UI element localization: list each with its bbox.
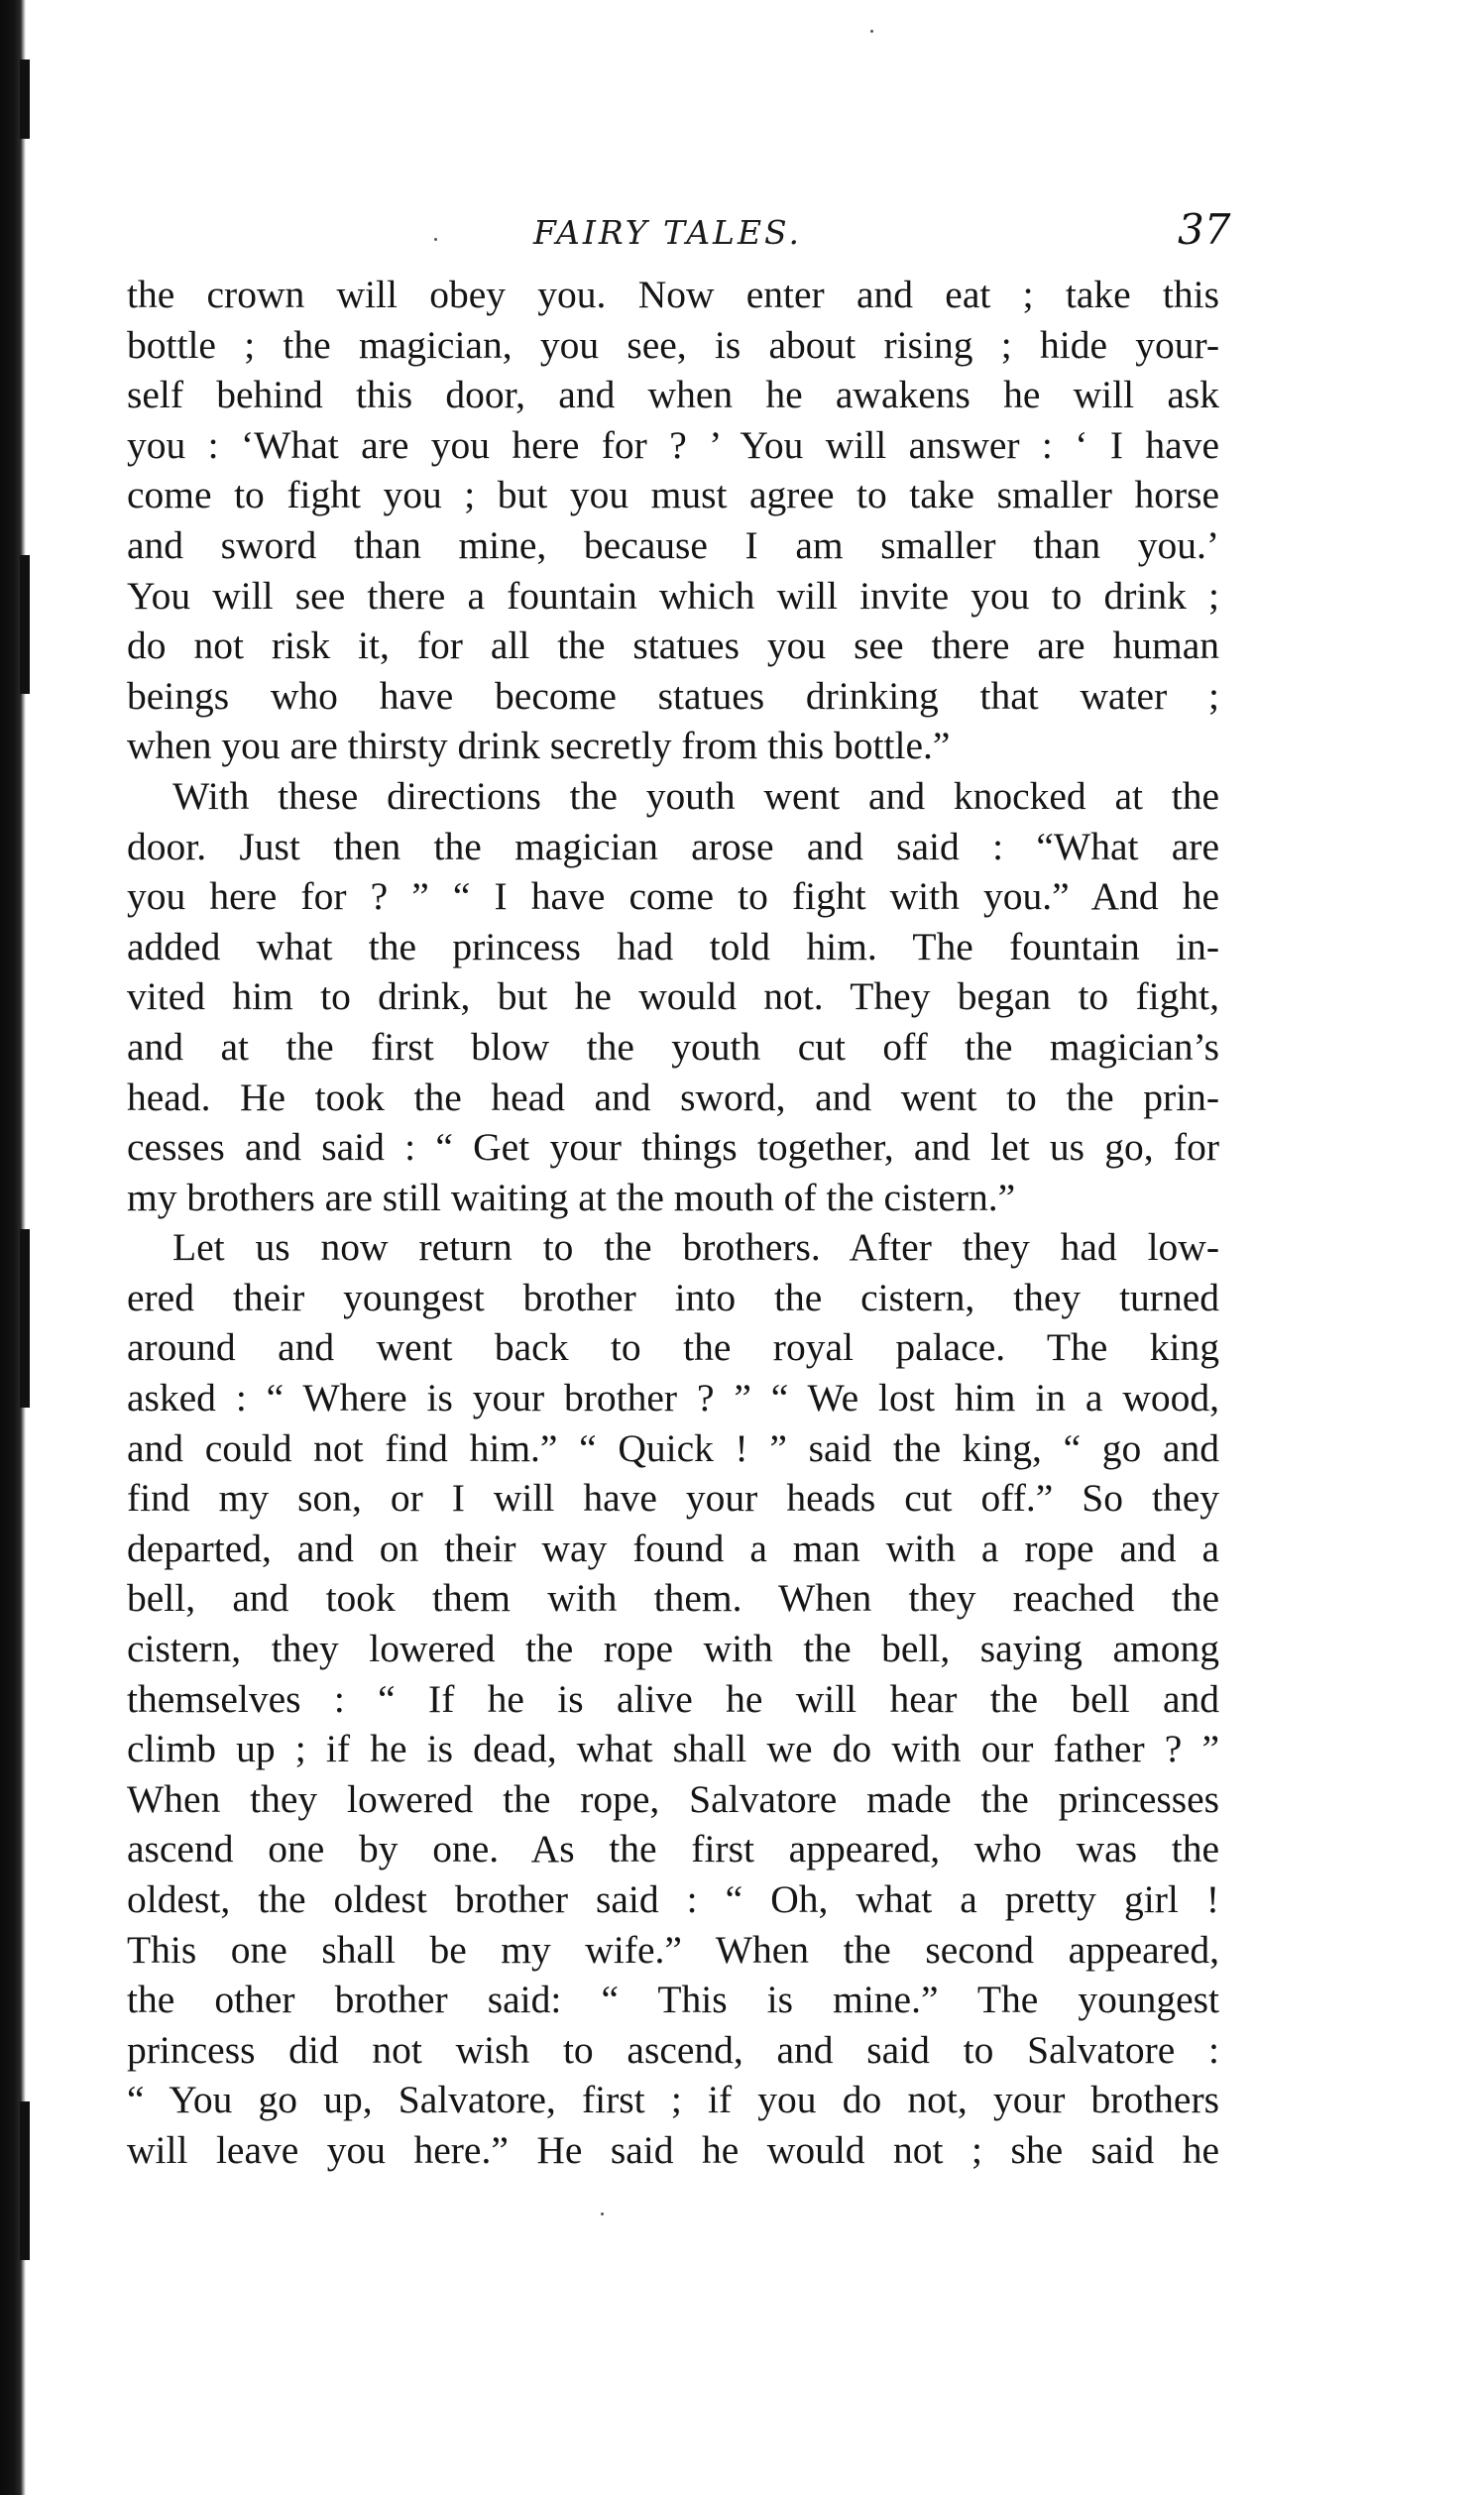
- text-line: bottle ; the magician, you see, is about rising ; hide your-: [127, 322, 1219, 367]
- text-line: cesses and said : “ Get your things together, and let us go, for: [127, 1125, 1219, 1170]
- text-line: my brothers are still waiting at the mouth of the cistern.”: [127, 1175, 1016, 1219]
- running-head: [127, 203, 1231, 273]
- text-line: and could not find him.” “ Quick ! ” said the king, “ go and: [127, 1425, 1219, 1470]
- text-line: With these directions the youth went and knocked at the: [172, 773, 1219, 818]
- page-number: 37: [1178, 205, 1231, 254]
- text-line: the other brother said: “ This is mine.” The youngest: [127, 1978, 1219, 2022]
- text-line: oldest, the oldest brother said : “ Oh, what a pretty girl !: [127, 1877, 1219, 1921]
- text-line: door. Just then the magician arose and said : “What are: [127, 824, 1219, 868]
- text-line: asked : “ Where is your brother ? ” “ We lost him in a wood,: [127, 1376, 1219, 1420]
- text-line: This one shall be my wife.” When the second appeared,: [127, 1927, 1219, 1972]
- paper-speck: [434, 238, 437, 241]
- text-line: cistern, they lowered the rope with the bell, saying among: [127, 1627, 1219, 1671]
- text-line: self behind this door, and when he awakens he will ask: [127, 373, 1219, 417]
- text-line: Let us now return to the brothers. After they had low-: [172, 1225, 1219, 1270]
- text-line: departed, and on their way found a man with a rope and a: [127, 1526, 1219, 1570]
- text-line: ered their youngest brother into the cistern, they turned: [127, 1275, 1219, 1319]
- text-line: climb up ; if he is dead, what shall we do with our father ? ”: [127, 1727, 1219, 1771]
- text-line: and sword than mine, because I am smaller than you.’: [127, 522, 1219, 567]
- text-line: you here for ? ” “ I have come to fight with you.” And he: [127, 874, 1219, 919]
- text-line: themselves : “ If he is alive he will hear the bell and: [127, 1676, 1219, 1721]
- text-line: vited him to drink, but he would not. They began to fight,: [127, 974, 1219, 1019]
- text-line: find my son, or I will have your heads cut off.” So they: [127, 1476, 1219, 1521]
- paper-speck: [601, 2212, 604, 2215]
- text-line: and at the first blow the youth cut off the magician’s: [127, 1024, 1219, 1069]
- text-line: “ You go up, Salvatore, first ; if you do not, your brothers: [127, 2078, 1219, 2122]
- text-line: ascend one by one. As the first appeared, who was the: [127, 1827, 1219, 1871]
- text-line: beings who have become statues drinking that water ;: [127, 673, 1219, 718]
- binding-notch: [20, 59, 30, 139]
- text-line: You will see there a fountain which will invite you to drink ;: [127, 573, 1219, 618]
- text-line: added what the princess had told him. The fountain in-: [127, 924, 1219, 968]
- body-text: [127, 270, 1219, 2176]
- binding-notch: [20, 1229, 30, 1408]
- binding-notch: [20, 2101, 30, 2260]
- text-line: come to fight you ; but you must agree to take smaller horse: [127, 473, 1219, 517]
- text-line: princess did not wish to ascend, and said to Salvatore :: [127, 2027, 1219, 2072]
- binding-notch: [20, 555, 30, 694]
- paper-speck: [870, 30, 873, 33]
- text-line: do not risk it, for all the statues you see there are human: [127, 624, 1219, 668]
- text-line: you : ‘What are you here for ? ’ You will answer : ‘ I have: [127, 422, 1219, 467]
- text-line: bell, and took them with them. When they reached the: [127, 1576, 1219, 1621]
- text-line: the crown will obey you. Now enter and eat ; take this: [127, 273, 1219, 316]
- text-line: will leave you here.” He said he would not ; she said he: [127, 2127, 1219, 2172]
- text-line: around and went back to the royal palace. The king: [127, 1325, 1219, 1370]
- text-line: When they lowered the rope, Salvatore made the princesses: [127, 1776, 1219, 1821]
- page-title: FAIRY TALES.: [533, 213, 802, 252]
- text-line: head. He took the head and sword, and went to the prin-: [127, 1075, 1219, 1119]
- text-line: when you are thirsty drink secretly from this bottle.”: [127, 724, 951, 768]
